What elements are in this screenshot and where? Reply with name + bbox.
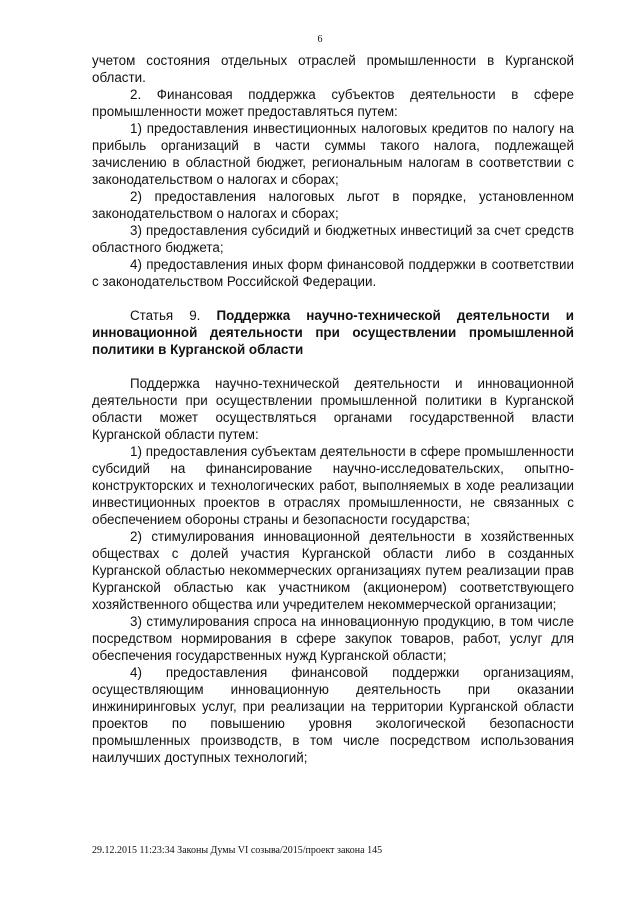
- document-body: [92, 52, 574, 766]
- list-item-tax-benefits: 2) предоставления налоговых льгот в порядке, установленном законодательством о налогах и сборах;: [92, 189, 574, 221]
- page-footer: 29.12.2015 11:23:34 Законы Думы VI созыва/2015/проект закона 145: [92, 845, 383, 856]
- article-label: Статья 9.: [130, 308, 217, 323]
- list-item-subsidies: 3) предоставления субсидий и бюджетных инвестиций за счет средств областного бюджета;: [92, 223, 574, 255]
- paragraph-financial-support: 2. Финансовая поддержка субъектов деятельности в сфере промышленности может предоставляться путем:: [92, 87, 574, 119]
- list-item-innovation-stimulation: 2) стимулирования инновационной деятельности в хозяйственных обществах с долей участия Курганской области либо в созданных Курганской областью некоммерческих организациях путем реализации прав Курганской областью как участником (акционером) соответствующего хозяйственного общества или учредителем некоммерческой организации;: [92, 529, 574, 612]
- paragraph-continuation: учетом состояния отдельных отраслей промышленности в Курганской области.: [92, 53, 574, 85]
- paragraph-innovation-support: Поддержка научно-технической деятельности и инновационной деятельности при осуществлении промышленной политики в Курганской области может осуществляться органами государственной власти Курганской области путем:: [92, 376, 574, 442]
- article-title: Поддержка научно-технической деятельности и инновационной деятельности при осуществлении промышленной политики в Курганской области: [92, 308, 574, 357]
- list-item-demand-stimulation: 3) стимулирования спроса на инновационную продукцию, в том числе посредством нормирования в сфере закупок товаров, работ, услуг для обеспечения государственных нужд Курганской области;: [92, 614, 574, 663]
- list-item-other-support: 4) предоставления иных форм финансовой поддержки в соответствии с законодательством Российской Федерации.: [92, 257, 574, 289]
- article-heading: [92, 307, 574, 358]
- list-item-tax-credits: 1) предоставления инвестиционных налоговых кредитов по налогу на прибыль организаций в части суммы такого налога, подлежащей зачислению в областной бюджет, региональным налогам в соответствии с законодательством о налогах и сборах;: [92, 121, 574, 187]
- list-item-engineering-support: 4) предоставления финансовой поддержки организациям, осуществляющим инновационную деятельность при оказании инжиниринговых услуг, при реализации на территории Курганской области проектов по повышению уровня экологической безопасности промышленных производств, в том числе посредством использования наилучших доступных технологий;: [92, 665, 574, 765]
- list-item-rnd-subsidies: 1) предоставления субъектам деятельности в сфере промышленности субсидий на финансирование научно-исследовательских, опытно-конструкторских и технологических работ, выполняемых в ходе реализации инвестиционных проектов в отраслях промышленности, не связанных с обеспечением обороны страны и безопасности государства;: [92, 444, 574, 527]
- page-number: 6: [317, 34, 323, 45]
